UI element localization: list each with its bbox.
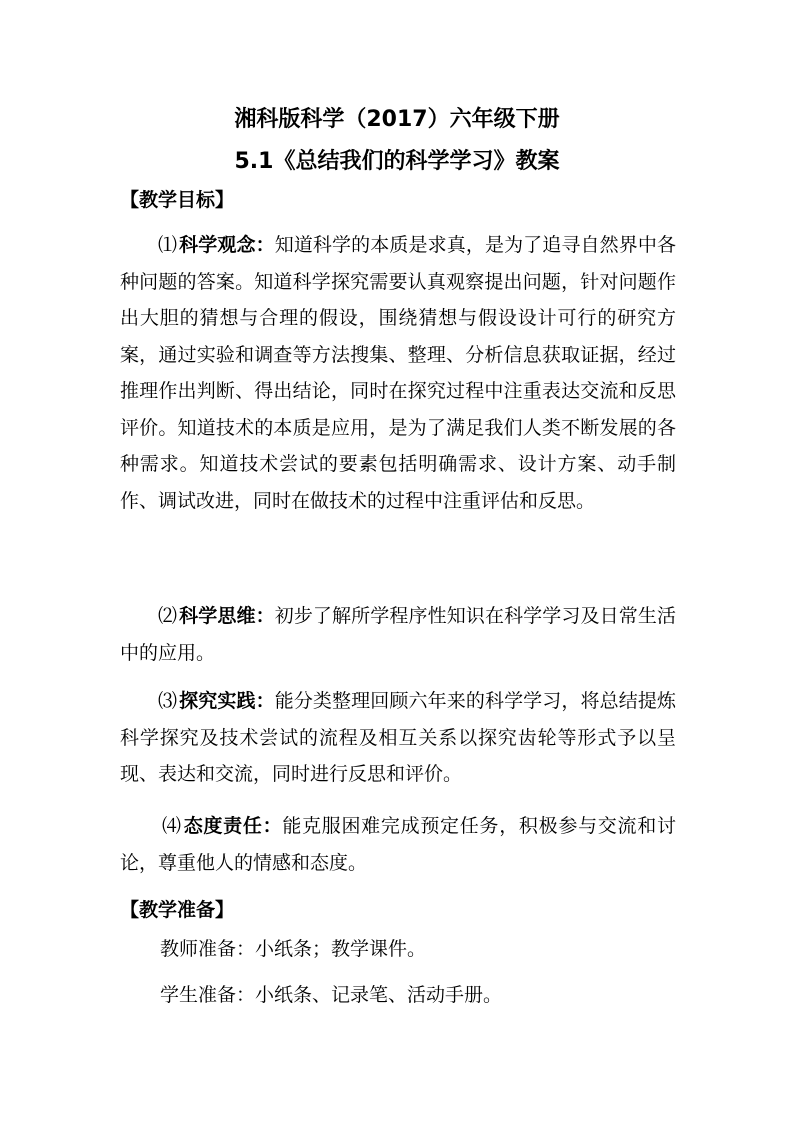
objective-paragraph [120, 227, 676, 519]
objective-text: 能克服困难完成预定任务，积极参与交流和讨论，尊重他人的情感和态度。 [120, 815, 676, 874]
student-preparation: 学生准备：小纸条、记录笔、活动手册。 [160, 984, 503, 1006]
objective-label: 科学思维： [179, 605, 275, 627]
objective-label: 科学观念： [179, 234, 275, 256]
section-heading-objectives: 【教学目标】 [120, 189, 235, 211]
objective-text: 能分类整理回顾六年来的科学学习，将总结提炼科学探究及技术尝试的流程及相互关系以探究齿轮等形式予以呈现、表达和交流，同时进行反思和评价。 [120, 690, 676, 785]
objective-paragraph [120, 598, 676, 671]
objective-label: 态度责任： [183, 815, 283, 837]
document-title: 湘科版科学（2017）六年级下册 [234, 107, 560, 132]
teacher-preparation: 教师准备：小纸条；教学课件。 [160, 938, 427, 960]
objective-paragraph [120, 808, 676, 881]
objective-text: 初步了解所学程序性知识在科学学习及日常生活中的应用。 [120, 605, 676, 664]
objective-number: ⑵ [158, 605, 178, 627]
objective-number: ⑷ [162, 815, 182, 837]
objective-number: ⑴ [158, 234, 178, 256]
objective-label: 探究实践： [179, 690, 275, 712]
objective-number: ⑶ [158, 690, 178, 712]
document-subtitle: 5.1《总结我们的科学学习》教案 [234, 149, 560, 174]
objective-text: 知道科学的本质是求真，是为了追寻自然界中各种问题的答案。知道科学探究需要认真观察提出问题，针对问题作出大胆的猜想与合理的假设，围绕猜想与假设设计可行的研究方案，通过实验和调查等方法搜集、整理、分析信息获取证据，经过推理作出判断、得出结论，同时在探究过程中注重表达交流和反思评价。知道技术的本质是应用，是为了满足我们人类不断发展的各种需求。知道技术尝试的要素包括明确需求、设计方案、动手制作、调试改进，同时在做技术的过程中注重评估和反思。 [120, 234, 676, 512]
section-heading-preparation: 【教学准备】 [120, 899, 235, 921]
objective-paragraph [120, 683, 676, 793]
